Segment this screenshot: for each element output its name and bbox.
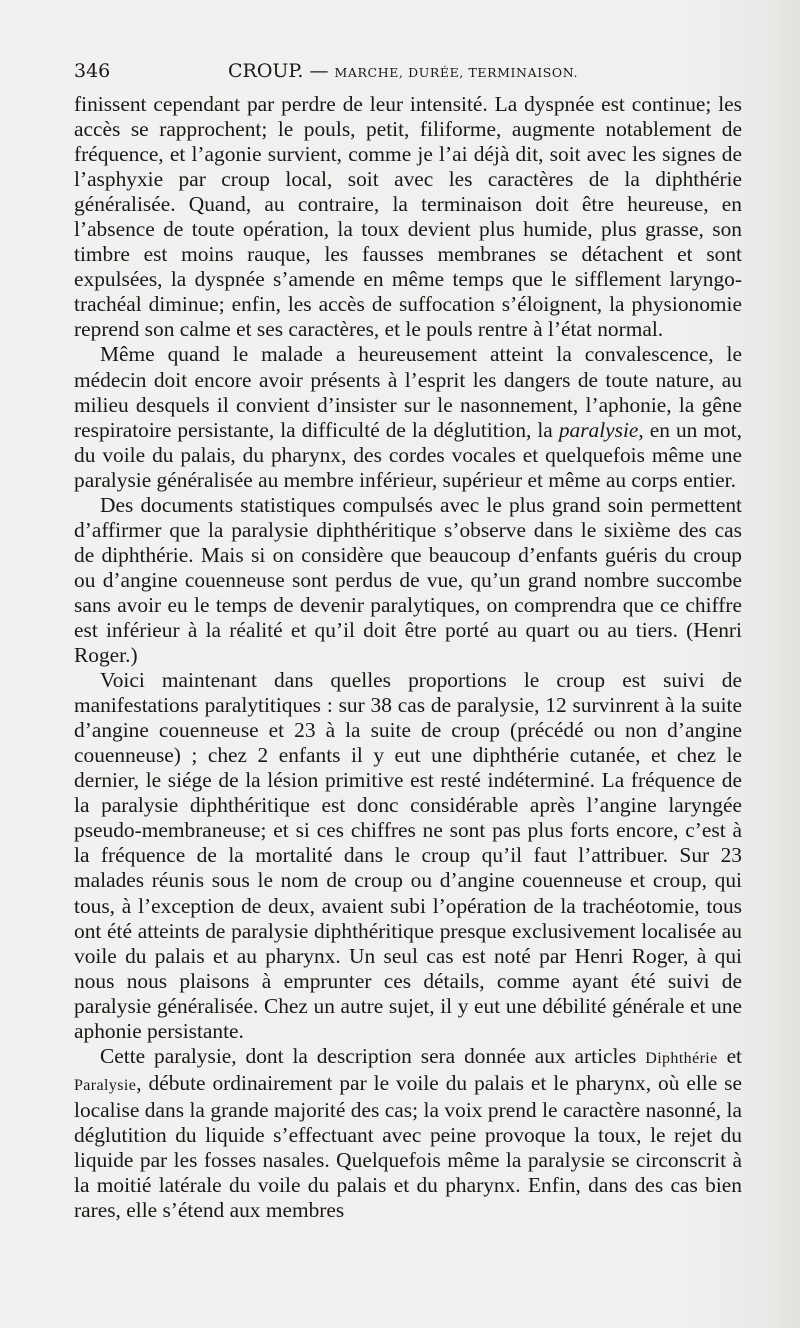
running-header xyxy=(74,60,742,90)
running-title xyxy=(228,60,578,82)
page-number: 346 xyxy=(74,60,111,82)
paragraph-statistics: Des documents statistiques compulsés avec le plus grand soin permettent d’affirmer que la paralysie diphthéritique s’observe dans le sixième des cas de diphthérie. Mais si on considère que beaucoup d’enfants guéris du croup ou d’angine couenneuse sont perdus de vue, qu’un grand nombre succombe sans avoir eu le temps de devenir paralytiques, on comprendra que ce chiffre est inférieur à la réalité et qu’il doit être porté au quart ou au tiers. (Henri Roger.) xyxy=(74,492,742,668)
paragraph-text: et xyxy=(717,1043,743,1068)
running-head-separator: — xyxy=(303,60,335,82)
paragraph-text: , en un mot, du voile du palais, du pharynx, des cordes vocales et quelquefois même une paralysie généralisée au membre inférieur, supérieur et même au corps entier. xyxy=(74,417,742,492)
paragraph-convalescence xyxy=(74,342,742,492)
paragraph-continuation: finissent cependant par perdre de leur intensité. La dyspnée est continue; les accès se rapprochent; le pouls, petit, filiforme, augmente notablement de fréquence, et l’agonie survient, comme je l’ai déjà dit, soit avec les signes de l’asphyxie par croup local, soit avec les caractères de la diphthérie généralisée. Quand, au contraire, la terminaison doit être heureuse, en l’absence de toute opération, la toux devient plus humide, plus grasse, son timbre est moins rauque, les fausses membranes se détachent et sont expulsées, la dyspnée s’amende en même temps que le sifflement laryngo-trachéal diminue; enfin, les accès de suffocation s’éloignent, la physionomie reprend son calme et ses caractères, et le pouls rentre à l’état normal. xyxy=(74,92,742,342)
paragraph-proportions: Voici maintenant dans quelles proportions le croup est suivi de manifestations paralytitiques : sur 38 cas de paralysie, 12 survinrent à la suite d’angine couenneuse et 23 à la suite de croup (précédé ou non d’angine couenneuse) ; chez 2 enfants il y eut une diphthérie cutanée, et chez le dernier, le siége de la lésion primitive est resté indéterminé. La fréquence de la paralysie diphthéritique est donc considérable après l’angine laryngée pseudo-membraneuse; et si ces chiffres ne sont pas plus forts encore, c’est à la fréquence de la mortalité dans le croup qu’il faut l’attribuer. Sur 23 malades réunis sous le nom de croup ou d’angine couenneuse et croup, qui tous, à l’exception de deux, avaient subi l’opération de la trachéotomie, tous ont été atteints de paralysie diphthéritique presque exclusivement localisée au voile du palais et au pharynx. Un seul cas est noté par Henri Roger, à qui nous nous plaisons à emprunter ces détails, comme ayant été suivi de paralysie généralisée. Chez un autre sujet, il y eut une débilité générale et une aphonie persistante. xyxy=(74,668,742,1043)
running-head-main: CROUP. xyxy=(228,60,304,82)
italic-term: paralysie xyxy=(558,417,639,442)
cross-reference-paralysie: Paralysie xyxy=(74,1076,137,1094)
paragraph-text: Même quand le malade a heureusement atteint la convalescence, le médecin doit encore avoir présents à l’esprit les dangers de toute nature, au milieu desquels il convient d’insister sur le nasonnement, l’aphonie, la gêne respiratoire persistante, la difficulté de la déglutition, la xyxy=(74,342,742,442)
text-body xyxy=(74,92,742,1223)
page-edge-shadow xyxy=(766,0,800,1328)
paragraph-text: Cette paralysie, dont la description sera donnée aux articles xyxy=(100,1043,646,1068)
paragraph-description xyxy=(74,1044,742,1223)
cross-reference-diphtherie: Diphthérie xyxy=(645,1049,718,1067)
paragraph-text: , débute ordinairement par le voile du palais et le pharynx, où elle se localise dans la grande majorité des cas; la voix prend le caractère nasonné, la déglutition du liquide s’effectuant avec peine provoque la toux, le rejet du liquide par les fosses nasales. Quelquefois même la paralysie se circonscrit à la moitié latérale du voile du palais et du pharynx. Enfin, dans des cas bien rares, elle s’étend aux membres xyxy=(74,1070,742,1223)
running-head-sub: MARCHE, DURÉE, TERMINAISON. xyxy=(334,65,579,80)
